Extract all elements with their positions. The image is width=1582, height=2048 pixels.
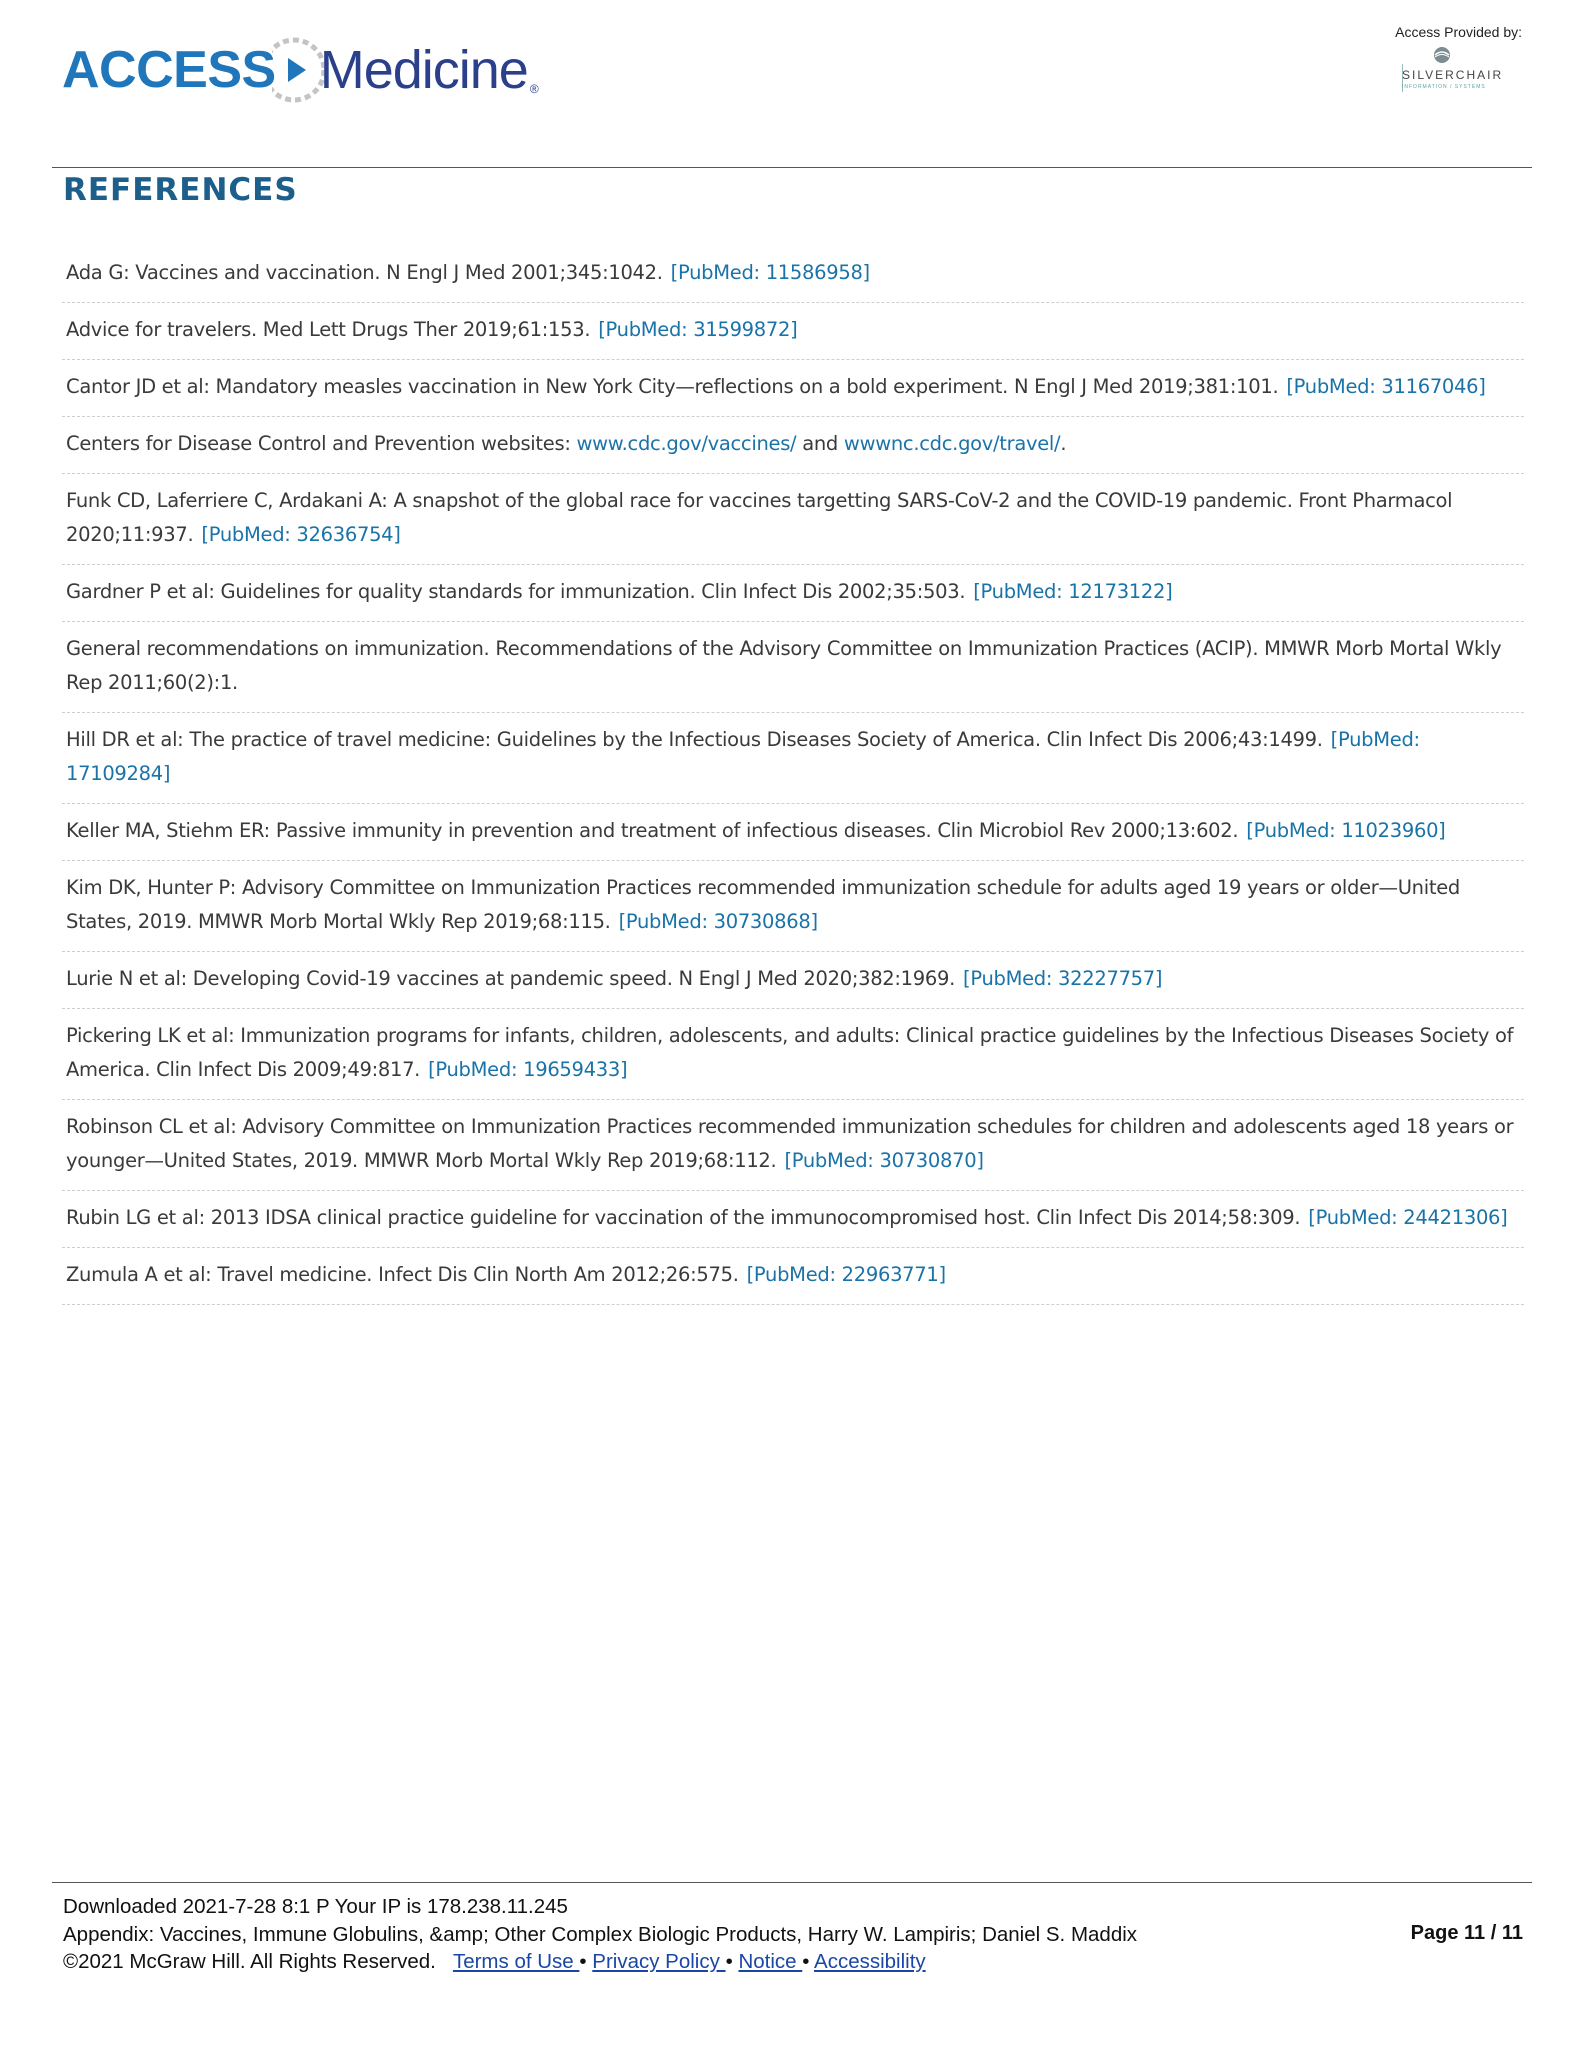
reference-text: Lurie N et al: Developing Covid-19 vaccines at pandemic speed. N Engl J Med 2020;382:1969. [66, 967, 956, 990]
reference-item [62, 303, 1524, 360]
logo-access-text: ACCESS [62, 41, 276, 99]
reference-text: Pickering LK et al: Immunization programs for infants, children, adolescents, and adults: Clinical practice guidelines by the Infectious Diseases Society of America. Clin Infect Dis 2009;49:817. [66, 1024, 1514, 1081]
reference-item [62, 1191, 1524, 1248]
separator-dot: • [802, 1950, 810, 1973]
accessibility-link[interactable]: Accessibility [814, 1950, 926, 1973]
pubmed-link[interactable]: [PubMed: 32636754] [201, 523, 401, 546]
reference-text: Hill DR et al: The practice of travel medicine: Guidelines by the Infectious Diseases Society of America. Clin Infect Dis 2006;43:1499. [66, 728, 1323, 751]
reference-list [62, 246, 1524, 1305]
reference-text: Cantor JD et al: Mandatory measles vaccination in New York City—reflections on a bold experiment. N Engl J Med 2019;381:101. [66, 375, 1279, 398]
registered-mark: ® [529, 82, 539, 96]
pubmed-link[interactable]: [PubMed: 24421306] [1308, 1206, 1508, 1229]
pubmed-link[interactable]: [PubMed: 11586958] [670, 261, 870, 284]
section-title: REFERENCES [63, 172, 298, 208]
page-footer [63, 1893, 1523, 1976]
cdc-vaccines-link[interactable]: www.cdc.gov/vaccines/ [576, 432, 797, 455]
silverchair-subtitle: INFORMATION / SYSTEMS [1402, 84, 1486, 90]
gear-arrow-icon [278, 30, 318, 110]
reference-item [62, 360, 1524, 417]
silverchair-icon [1432, 46, 1452, 68]
reference-item [62, 1248, 1524, 1305]
reference-item [62, 861, 1524, 952]
pubmed-link[interactable]: [PubMed: 17109284] [66, 728, 1420, 785]
reference-text: Advice for travelers. Med Lett Drugs Ther 2019;61:153. [66, 318, 591, 341]
reference-text: Funk CD, Laferriere C, Ardakani A: A snapshot of the global race for vaccines targetting SARS-CoV-2 and the COVID-19 pandemic. Front Pharmacol 2020;11:937. [66, 489, 1453, 546]
reference-text: Kim DK, Hunter P: Advisory Committee on Immunization Practices recommended immunization schedule for adults aged 19 years or older—United States, 2019. MMWR Morb Mortal Wkly Rep 2019;68:115. [66, 876, 1460, 933]
separator-dot: • [725, 1950, 733, 1973]
reference-text: General recommendations on immunization. Recommendations of the Advisory Committee on Immunization Practices (ACIP). MMWR Morb Mortal Wkly Rep 2011;60(2):1. [66, 637, 1502, 694]
pubmed-link[interactable]: [PubMed: 32227757] [963, 967, 1163, 990]
reference-item [62, 474, 1524, 565]
reference-text-end: . [1060, 432, 1067, 455]
download-info: Downloaded 2021-7-28 8:1 P Your IP is 178.238.11.245 [63, 1895, 568, 1918]
notice-link[interactable]: Notice [738, 1950, 803, 1973]
pubmed-link[interactable]: [PubMed: 31599872] [598, 318, 798, 341]
reference-text: Ada G: Vaccines and vaccination. N Engl J Med 2001;345:1042. [66, 261, 663, 284]
reference-item [62, 417, 1524, 474]
terms-of-use-link[interactable]: Terms of Use [452, 1950, 580, 1973]
copyright-text: ©2021 McGraw Hill. All Rights Reserved. [63, 1950, 436, 1973]
silverchair-logo [1362, 46, 1522, 96]
reference-text: Zumula A et al: Travel medicine. Infect Dis Clin North Am 2012;26:575. [66, 1263, 739, 1286]
reference-text: Rubin LG et al: 2013 IDSA clinical practice guideline for vaccination of the immunocompromised host. Clin Infect Dis 2014;58:309. [66, 1206, 1301, 1229]
reference-item [62, 952, 1524, 1009]
reference-item [62, 565, 1524, 622]
pubmed-link[interactable]: [PubMed: 22963771] [746, 1263, 946, 1286]
reference-text: Centers for Disease Control and Prevention websites: [66, 432, 577, 455]
page-header [0, 0, 1582, 168]
privacy-policy-link[interactable]: Privacy Policy [592, 1950, 726, 1973]
footer-divider [52, 1882, 1532, 1883]
header-divider [52, 167, 1532, 168]
copyright-line [63, 1948, 1523, 1976]
pubmed-link[interactable]: [PubMed: 12173122] [973, 580, 1173, 603]
access-provided-label: Access Provided by: [1395, 24, 1522, 40]
reference-text: Gardner P et al: Guidelines for quality standards for immunization. Clin Infect Dis 2002;35:503. [66, 580, 966, 603]
reference-item [62, 1009, 1524, 1100]
pubmed-link[interactable]: [PubMed: 31167046] [1286, 375, 1486, 398]
reference-text: Keller MA, Stiehm ER: Passive immunity in prevention and treatment of infectious diseases. Clin Microbiol Rev 2000;13:602. [66, 819, 1239, 842]
pubmed-link[interactable]: [PubMed: 30730868] [618, 910, 818, 933]
reference-item [62, 713, 1524, 804]
reference-text: Robinson CL et al: Advisory Committee on Immunization Practices recommended immunization schedules for children and adolescents aged 18 years or younger—United States, 2019. MMWR Morb Mortal Wkly Rep 2019;68:112. [66, 1115, 1514, 1172]
cdc-travel-link[interactable]: wwwnc.cdc.gov/travel/ [843, 432, 1061, 455]
pubmed-link[interactable]: [PubMed: 30730870] [784, 1149, 984, 1172]
pubmed-link[interactable]: [PubMed: 11023960] [1246, 819, 1446, 842]
separator-dot: • [579, 1950, 587, 1973]
access-provider [1362, 24, 1522, 96]
reference-item [62, 246, 1524, 303]
reference-item [62, 804, 1524, 861]
page-number: Page 11 / 11 [1410, 1922, 1523, 1944]
silverchair-name: SILVERCHAIR [1402, 68, 1504, 82]
reference-text-mid: and [796, 432, 844, 455]
logo-medicine-text: Medicine [319, 40, 528, 100]
reference-item [62, 622, 1524, 713]
accessmedicine-logo[interactable] [62, 30, 539, 110]
reference-item [62, 1100, 1524, 1191]
pubmed-link[interactable]: [PubMed: 19659433] [428, 1058, 628, 1081]
chapter-citation: Appendix: Vaccines, Immune Globulins, &amp; Other Complex Biologic Products, Harry W. Lampiris; Daniel S. Maddix [63, 1922, 1138, 1946]
